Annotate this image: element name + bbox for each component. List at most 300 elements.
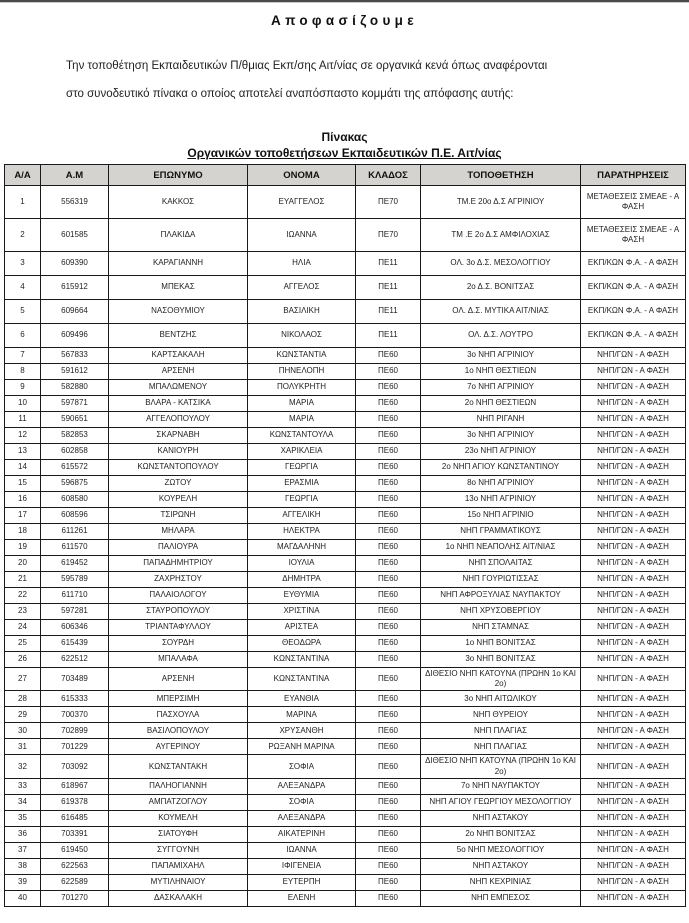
cell-aa: 4 xyxy=(5,276,41,300)
cell-placement: ΝΗΠ ΑΣΤΑΚΟΥ xyxy=(421,810,581,826)
cell-aa: 1 xyxy=(5,186,41,219)
cell-am: 618967 xyxy=(41,778,109,794)
cell-aa: 36 xyxy=(5,826,41,842)
cell-am: 615912 xyxy=(41,276,109,300)
cell-placement: 2ο Δ.Σ. ΒΟΝΙΤΣΑΣ xyxy=(421,276,581,300)
cell-placement: ΟΛ. Δ.Σ. ΜΥΤΙΚΑ ΑΙΤ/ΝΙΑΣ xyxy=(421,300,581,324)
cell-firstname: ΠΗΝΕΛΟΠΗ xyxy=(248,364,356,380)
cell-firstname: ΙΟΥΛΙΑ xyxy=(248,556,356,572)
table-row xyxy=(5,444,686,460)
cell-remarks: ΝΗΠ/ΓΩΝ - Α ΦΑΣΗ xyxy=(581,492,686,508)
cell-firstname: ΙΩΑΝΝΑ xyxy=(248,842,356,858)
cell-branch: ΠΕ60 xyxy=(356,668,421,691)
table-row xyxy=(5,300,686,324)
cell-placement: ΤΜ.Ε 20ο Δ.Σ ΑΓΡΙΝΙΟΥ xyxy=(421,186,581,219)
cell-branch: ΠΕ60 xyxy=(356,794,421,810)
cell-firstname: ΧΡΥΣΑΝΘΗ xyxy=(248,723,356,739)
cell-aa: 15 xyxy=(5,476,41,492)
cell-surname: ΚΑΝΙΟΥΡΗ xyxy=(109,444,248,460)
cell-am: 619452 xyxy=(41,556,109,572)
table-row xyxy=(5,739,686,755)
cell-firstname: ΑΓΓΕΛΙΚΗ xyxy=(248,508,356,524)
cell-aa: 31 xyxy=(5,739,41,755)
cell-remarks: ΝΗΠ/ΓΩΝ - Α ΦΑΣΗ xyxy=(581,428,686,444)
cell-branch: ΠΕ60 xyxy=(356,636,421,652)
cell-remarks: ΝΗΠ/ΓΩΝ - Α ΦΑΣΗ xyxy=(581,858,686,874)
cell-remarks: ΝΗΠ/ΓΩΝ - Α ΦΑΣΗ xyxy=(581,476,686,492)
cell-firstname: ΜΑΡΙΑ xyxy=(248,396,356,412)
cell-branch: ΠΕ60 xyxy=(356,348,421,364)
cell-aa: 33 xyxy=(5,778,41,794)
cell-am: 609496 xyxy=(41,324,109,348)
cell-placement: 3ο ΝΗΠ ΑΓΡΙΝΙΟΥ xyxy=(421,428,581,444)
cell-surname: ΑΓΓΕΛΟΠΟΥΛΟΥ xyxy=(109,412,248,428)
cell-placement: 1ο ΝΗΠ ΒΟΝΙΤΣΑΣ xyxy=(421,636,581,652)
cell-remarks: ΜΕΤΑΘΕΣΕΙΣ ΣΜΕΑΕ - Α ΦΑΣΗ xyxy=(581,186,686,219)
cell-branch: ΠΕ60 xyxy=(356,508,421,524)
cell-firstname: ΔΗΜΗΤΡΑ xyxy=(248,572,356,588)
cell-remarks: ΝΗΠ/ΓΩΝ - Α ΦΑΣΗ xyxy=(581,691,686,707)
cell-aa: 25 xyxy=(5,636,41,652)
cell-placement: ΝΗΠ ΡΙΓΑΝΗ xyxy=(421,412,581,428)
cell-firstname: ΓΕΩΡΓΙΑ xyxy=(248,492,356,508)
cell-aa: 30 xyxy=(5,723,41,739)
cell-aa: 32 xyxy=(5,755,41,778)
cell-remarks: ΕΚΠ/ΚΩΝ Φ.Α. - Α ΦΑΣΗ xyxy=(581,276,686,300)
table-row xyxy=(5,460,686,476)
cell-firstname: ΚΩΝΣΤΑΝΤΟΥΛΑ xyxy=(248,428,356,444)
cell-branch: ΠΕ60 xyxy=(356,723,421,739)
cell-placement: ΝΗΠ ΓΟΥΡΙΩΤΙΣΣΑΣ xyxy=(421,572,581,588)
cell-branch: ΠΕ60 xyxy=(356,396,421,412)
cell-branch: ΠΕ60 xyxy=(356,842,421,858)
placements-table-body xyxy=(5,186,686,907)
cell-remarks: ΝΗΠ/ΓΩΝ - Α ΦΑΣΗ xyxy=(581,874,686,890)
cell-am: 606346 xyxy=(41,620,109,636)
cell-am: 609664 xyxy=(41,300,109,324)
cell-remarks: ΝΗΠ/ΓΩΝ - Α ΦΑΣΗ xyxy=(581,668,686,691)
header-surname: ΕΠΩΝΥΜΟ xyxy=(109,165,248,186)
cell-aa: 20 xyxy=(5,556,41,572)
cell-remarks: ΝΗΠ/ΓΩΝ - Α ΦΑΣΗ xyxy=(581,778,686,794)
cell-firstname: ΣΟΦΙΑ xyxy=(248,755,356,778)
cell-surname: ΑΥΓΕΡΙΝΟΥ xyxy=(109,739,248,755)
table-row xyxy=(5,540,686,556)
cell-surname: ΑΜΠΑΤΖΟΓΛΟΥ xyxy=(109,794,248,810)
table-row xyxy=(5,842,686,858)
cell-am: 596875 xyxy=(41,476,109,492)
cell-placement: 7ο ΝΗΠ ΑΓΡΙΝΙΟΥ xyxy=(421,380,581,396)
cell-placement: 2ο ΝΗΠ ΘΕΣΤΙΕΩΝ xyxy=(421,396,581,412)
cell-aa: 26 xyxy=(5,652,41,668)
cell-branch: ΠΕ60 xyxy=(356,707,421,723)
cell-remarks: ΝΗΠ/ΓΩΝ - Α ΦΑΣΗ xyxy=(581,707,686,723)
cell-placement: 7ο ΝΗΠ ΝΑΥΠΑΚΤΟΥ xyxy=(421,778,581,794)
cell-placement: ΝΗΠ ΠΛΑΓΙΑΣ xyxy=(421,723,581,739)
cell-placement: ΤΜ .Ε 2ο Δ.Σ ΑΜΦΙΛΟΧΙΑΣ xyxy=(421,219,581,252)
cell-remarks: ΝΗΠ/ΓΩΝ - Α ΦΑΣΗ xyxy=(581,652,686,668)
cell-placement: ΝΗΠ ΧΡΥΣΟΒΕΡΓΙΟΥ xyxy=(421,604,581,620)
cell-aa: 13 xyxy=(5,444,41,460)
cell-surname: ΜΠΑΛΩΜΕΝΟΥ xyxy=(109,380,248,396)
cell-surname: ΠΑΠΑΔΗΜΗΤΡΙΟΥ xyxy=(109,556,248,572)
table-row xyxy=(5,364,686,380)
cell-am: 703092 xyxy=(41,755,109,778)
cell-aa: 18 xyxy=(5,524,41,540)
cell-aa: 24 xyxy=(5,620,41,636)
cell-remarks: ΝΗΠ/ΓΩΝ - Α ΦΑΣΗ xyxy=(581,842,686,858)
cell-placement: 23ο ΝΗΠ ΑΓΡΙΝΙΟΥ xyxy=(421,444,581,460)
cell-remarks: ΝΗΠ/ΓΩΝ - Α ΦΑΣΗ xyxy=(581,636,686,652)
cell-firstname: ΘΕΟΔΩΡΑ xyxy=(248,636,356,652)
decision-document xyxy=(0,3,689,907)
table-row xyxy=(5,707,686,723)
cell-firstname: ΕΥΤΕΡΠΗ xyxy=(248,874,356,890)
cell-am: 702899 xyxy=(41,723,109,739)
table-row xyxy=(5,219,686,252)
cell-firstname: ΕΡΑΣΜΙΑ xyxy=(248,476,356,492)
cell-aa: 34 xyxy=(5,794,41,810)
cell-branch: ΠΕ70 xyxy=(356,186,421,219)
cell-branch: ΠΕ11 xyxy=(356,300,421,324)
cell-placement: ΝΗΠ ΓΡΑΜΜΑΤΙΚΟΥΣ xyxy=(421,524,581,540)
cell-placement: ΝΗΠ ΣΠΟΛΑΙΤΑΣ xyxy=(421,556,581,572)
cell-am: 703391 xyxy=(41,826,109,842)
cell-placement: 3ο ΝΗΠ ΑΙΤΩΛΙΚΟΥ xyxy=(421,691,581,707)
table-row xyxy=(5,508,686,524)
cell-surname: ΜΠΕΚΑΣ xyxy=(109,276,248,300)
cell-surname: ΜΗΛΑΡΑ xyxy=(109,524,248,540)
cell-am: 608596 xyxy=(41,508,109,524)
cell-placement: 2ο ΝΗΠ ΑΓΙΟΥ ΚΩΝΣΤΑΝΤΙΝΟΥ xyxy=(421,460,581,476)
cell-surname: ΣΚΑΡΝΑΒΗ xyxy=(109,428,248,444)
cell-am: 601585 xyxy=(41,219,109,252)
cell-aa: 38 xyxy=(5,858,41,874)
cell-firstname: ΙΩΑΝΝΑ xyxy=(248,219,356,252)
cell-aa: 29 xyxy=(5,707,41,723)
cell-remarks: ΝΗΠ/ΓΩΝ - Α ΦΑΣΗ xyxy=(581,380,686,396)
placements-table-header xyxy=(5,165,686,186)
cell-am: 597871 xyxy=(41,396,109,412)
cell-remarks: ΝΗΠ/ΓΩΝ - Α ΦΑΣΗ xyxy=(581,620,686,636)
table-row xyxy=(5,778,686,794)
cell-surname: ΠΑΛΗΟΓΙΑΝΝΗ xyxy=(109,778,248,794)
decision-paragraph-line-2: στο συνοδευτικό πίνακα ο οποίος αποτελεί αναπόσπαστο κομμάτι της απόφασης αυτής: xyxy=(66,88,514,100)
cell-surname: ΑΡΣΕΝΗ xyxy=(109,668,248,691)
cell-remarks: ΝΗΠ/ΓΩΝ - Α ΦΑΣΗ xyxy=(581,826,686,842)
cell-surname: ΚΟΥΜΕΛΗ xyxy=(109,810,248,826)
cell-firstname: ΚΩΝΣΤΑΝΤΙΝΑ xyxy=(248,668,356,691)
table-row xyxy=(5,348,686,364)
header-remarks: ΠΑΡΑΤΗΡΗΣΕΙΣ xyxy=(581,165,686,186)
cell-surname: ΠΑΛΑΙΟΛΟΓΟΥ xyxy=(109,588,248,604)
cell-branch: ΠΕ60 xyxy=(356,556,421,572)
cell-firstname: ΑΓΓΕΛΟΣ xyxy=(248,276,356,300)
cell-branch: ΠΕ70 xyxy=(356,219,421,252)
cell-am: 615572 xyxy=(41,460,109,476)
cell-firstname: ΠΟΛΥΚΡΗΤΗ xyxy=(248,380,356,396)
cell-branch: ΠΕ60 xyxy=(356,412,421,428)
cell-remarks: ΝΗΠ/ΓΩΝ - Α ΦΑΣΗ xyxy=(581,348,686,364)
table-row xyxy=(5,890,686,906)
cell-aa: 17 xyxy=(5,508,41,524)
cell-placement: ΝΗΠ ΠΛΑΓΙΑΣ xyxy=(421,739,581,755)
cell-aa: 14 xyxy=(5,460,41,476)
cell-remarks: ΝΗΠ/ΓΩΝ - Α ΦΑΣΗ xyxy=(581,794,686,810)
table-row xyxy=(5,604,686,620)
cell-surname: ΚΩΝΣΤΑΝΤΟΠΟΥΛΟΥ xyxy=(109,460,248,476)
table-row xyxy=(5,636,686,652)
cell-firstname: ΜΑΓΔΑΛΗΝΗ xyxy=(248,540,356,556)
cell-aa: 27 xyxy=(5,668,41,691)
table-row xyxy=(5,652,686,668)
cell-firstname: ΑΛΕΞΑΝΔΡΑ xyxy=(248,810,356,826)
cell-am: 622563 xyxy=(41,858,109,874)
cell-am: 602858 xyxy=(41,444,109,460)
cell-surname: ΠΑΠΑΜΙΧΑΗΛ xyxy=(109,858,248,874)
cell-remarks: ΝΗΠ/ΓΩΝ - Α ΦΑΣΗ xyxy=(581,810,686,826)
cell-aa: 5 xyxy=(5,300,41,324)
cell-branch: ΠΕ60 xyxy=(356,604,421,620)
cell-branch: ΠΕ60 xyxy=(356,652,421,668)
decision-paragraph xyxy=(66,52,637,108)
cell-remarks: ΝΗΠ/ΓΩΝ - Α ΦΑΣΗ xyxy=(581,508,686,524)
table-row xyxy=(5,874,686,890)
cell-branch: ΠΕ60 xyxy=(356,826,421,842)
cell-placement: 3ο ΝΗΠ ΑΓΡΙΝΙΟΥ xyxy=(421,348,581,364)
cell-firstname: ΕΥΘΥΜΙΑ xyxy=(248,588,356,604)
header-placement: ΤΟΠΟΘΕΤΗΣΗ xyxy=(421,165,581,186)
cell-aa: 2 xyxy=(5,219,41,252)
cell-branch: ΠΕ60 xyxy=(356,380,421,396)
cell-branch: ΠΕ60 xyxy=(356,428,421,444)
cell-firstname: ΝΙΚΟΛΑΟΣ xyxy=(248,324,356,348)
cell-firstname: ΑΡΙΣΤΕΑ xyxy=(248,620,356,636)
table-row xyxy=(5,324,686,348)
cell-remarks: ΜΕΤΑΘΕΣΕΙΣ ΣΜΕΑΕ - Α ΦΑΣΗ xyxy=(581,219,686,252)
cell-placement: 1ο ΝΗΠ ΝΕΑΠΟΛΗΣ ΑΙΤ/ΝΙΑΣ xyxy=(421,540,581,556)
cell-aa: 16 xyxy=(5,492,41,508)
cell-aa: 6 xyxy=(5,324,41,348)
table-row xyxy=(5,428,686,444)
cell-firstname: ΗΛΕΚΤΡΑ xyxy=(248,524,356,540)
cell-aa: 40 xyxy=(5,890,41,906)
cell-branch: ΠΕ60 xyxy=(356,364,421,380)
header-firstname: ΟΝΟΜΑ xyxy=(248,165,356,186)
header-row xyxy=(5,165,686,186)
table-row xyxy=(5,252,686,276)
cell-branch: ΠΕ11 xyxy=(356,276,421,300)
cell-surname: ΠΑΛΙΟΥΡΑ xyxy=(109,540,248,556)
cell-remarks: ΝΗΠ/ΓΩΝ - Α ΦΑΣΗ xyxy=(581,604,686,620)
table-row xyxy=(5,412,686,428)
table-row xyxy=(5,794,686,810)
cell-placement: ΝΗΠ ΑΣΤΑΚΟΥ xyxy=(421,858,581,874)
cell-firstname: ΚΩΝΣΤΑΝΤΙΝΑ xyxy=(248,652,356,668)
cell-am: 597281 xyxy=(41,604,109,620)
cell-surname: ΔΑΣΚΑΛΑΚΗ xyxy=(109,890,248,906)
cell-am: 556319 xyxy=(41,186,109,219)
cell-placement: 8ο ΝΗΠ ΑΓΡΙΝΙΟΥ xyxy=(421,476,581,492)
cell-branch: ΠΕ60 xyxy=(356,739,421,755)
placements-table xyxy=(4,164,686,907)
table-row xyxy=(5,810,686,826)
cell-am: 590651 xyxy=(41,412,109,428)
table-row xyxy=(5,755,686,778)
cell-firstname: ΧΡΙΣΤΙΝΑ xyxy=(248,604,356,620)
cell-aa: 8 xyxy=(5,364,41,380)
cell-remarks: ΝΗΠ/ΓΩΝ - Α ΦΑΣΗ xyxy=(581,524,686,540)
decision-heading: Αποφασίζουμε xyxy=(271,13,418,28)
cell-firstname: ΑΛΕΞΑΝΔΡΑ xyxy=(248,778,356,794)
cell-branch: ΠΕ60 xyxy=(356,858,421,874)
cell-surname: ΒΑΣΙΛΟΠΟΥΛΟΥ xyxy=(109,723,248,739)
cell-firstname: ΑΙΚΑΤΕΡΙΝΗ xyxy=(248,826,356,842)
header-branch: ΚΛΑΔΟΣ xyxy=(356,165,421,186)
cell-am: 567833 xyxy=(41,348,109,364)
cell-surname: ΤΣΙΡΩΝΗ xyxy=(109,508,248,524)
cell-placement: 15ο ΝΗΠ ΑΓΡΙΝΙΟ xyxy=(421,508,581,524)
cell-am: 700370 xyxy=(41,707,109,723)
header-aa: Α/Α xyxy=(5,165,41,186)
cell-am: 611261 xyxy=(41,524,109,540)
cell-remarks: ΝΗΠ/ΓΩΝ - Α ΦΑΣΗ xyxy=(581,572,686,588)
cell-aa: 39 xyxy=(5,874,41,890)
cell-placement: ΝΗΠ ΘΥΡΕΙΟΥ xyxy=(421,707,581,723)
cell-am: 595789 xyxy=(41,572,109,588)
cell-am: 608580 xyxy=(41,492,109,508)
cell-surname: ΣΟΥΡΔΗ xyxy=(109,636,248,652)
table-row xyxy=(5,396,686,412)
cell-remarks: ΝΗΠ/ΓΩΝ - Α ΦΑΣΗ xyxy=(581,540,686,556)
cell-branch: ΠΕ60 xyxy=(356,620,421,636)
cell-surname: ΜΥΤΙΛΗΝΑΙΟΥ xyxy=(109,874,248,890)
cell-branch: ΠΕ60 xyxy=(356,890,421,906)
cell-remarks: ΝΗΠ/ΓΩΝ - Α ΦΑΣΗ xyxy=(581,890,686,906)
cell-am: 615333 xyxy=(41,691,109,707)
cell-aa: 19 xyxy=(5,540,41,556)
table-row xyxy=(5,858,686,874)
cell-firstname: ΕΛΕΝΗ xyxy=(248,890,356,906)
cell-branch: ΠΕ11 xyxy=(356,252,421,276)
cell-am: 591612 xyxy=(41,364,109,380)
table-subtitle: Οργανικών τοποθετήσεων Εκπαιδευτικών Π.Ε. Αιτ/νίας xyxy=(187,146,502,160)
cell-branch: ΠΕ11 xyxy=(356,324,421,348)
cell-am: 619378 xyxy=(41,794,109,810)
cell-aa: 11 xyxy=(5,412,41,428)
cell-am: 609390 xyxy=(41,252,109,276)
cell-surname: ΚΑΡΑΓΙΑΝΝΗ xyxy=(109,252,248,276)
cell-branch: ΠΕ60 xyxy=(356,492,421,508)
cell-surname: ΖΩΤΟΥ xyxy=(109,476,248,492)
cell-surname: ΤΡΙΑΝΤΑΦΥΛΛΟΥ xyxy=(109,620,248,636)
table-row xyxy=(5,556,686,572)
table-row xyxy=(5,524,686,540)
cell-firstname: ΧΑΡΙΚΛΕΙΑ xyxy=(248,444,356,460)
cell-placement: ΝΗΠ ΚΕΧΡΙΝΙΑΣ xyxy=(421,874,581,890)
cell-branch: ΠΕ60 xyxy=(356,524,421,540)
table-row xyxy=(5,668,686,691)
cell-placement: ΝΗΠ ΕΜΠΕΣΟΣ xyxy=(421,890,581,906)
cell-aa: 23 xyxy=(5,604,41,620)
cell-placement: ΟΛ. Δ.Σ. ΛΟΥΤΡΟ xyxy=(421,324,581,348)
cell-surname: ΝΑΣΟΘΥΜΙΟΥ xyxy=(109,300,248,324)
cell-placement: 3ο ΝΗΠ ΒΟΝΙΤΣΑΣ xyxy=(421,652,581,668)
cell-remarks: ΝΗΠ/ΓΩΝ - Α ΦΑΣΗ xyxy=(581,588,686,604)
cell-firstname: ΙΦΙΓΕΝΕΙΑ xyxy=(248,858,356,874)
cell-surname: ΚΩΝΣΤΑΝΤΑΚΗ xyxy=(109,755,248,778)
cell-firstname: ΜΑΡΙΑ xyxy=(248,412,356,428)
cell-placement: ΔΙΘΕΣΙΟ ΝΗΠ ΚΑΤΟΥΝΑ (ΠΡΩΗΝ 1ο ΚΑΙ 2ο) xyxy=(421,668,581,691)
cell-surname: ΜΠΕΡΣΙΜΗ xyxy=(109,691,248,707)
cell-remarks: ΝΗΠ/ΓΩΝ - Α ΦΑΣΗ xyxy=(581,412,686,428)
cell-aa: 37 xyxy=(5,842,41,858)
cell-am: 615439 xyxy=(41,636,109,652)
cell-aa: 21 xyxy=(5,572,41,588)
cell-firstname: ΓΕΩΡΓΙΑ xyxy=(248,460,356,476)
cell-remarks: ΝΗΠ/ΓΩΝ - Α ΦΑΣΗ xyxy=(581,364,686,380)
cell-branch: ΠΕ60 xyxy=(356,691,421,707)
decision-paragraph-line-1: Την τοποθέτηση Εκπαιδευτικών Π/θμιας Εκπ/σης Αιτ/νίας σε οργανικά κενά όπως αναφέρονται xyxy=(66,60,548,72)
cell-firstname: ΕΥΑΝΘΙΑ xyxy=(248,691,356,707)
header-am: Α.Μ xyxy=(41,165,109,186)
cell-remarks: ΝΗΠ/ΓΩΝ - Α ΦΑΣΗ xyxy=(581,723,686,739)
cell-placement: ΔΙΘΕΣΙΟ ΝΗΠ ΚΑΤΟΥΝΑ (ΠΡΩΗΝ 1ο ΚΑΙ 2ο) xyxy=(421,755,581,778)
table-row xyxy=(5,620,686,636)
cell-am: 616485 xyxy=(41,810,109,826)
cell-branch: ΠΕ60 xyxy=(356,778,421,794)
cell-am: 582853 xyxy=(41,428,109,444)
table-title: Πίνακας xyxy=(321,130,368,144)
cell-remarks: ΝΗΠ/ΓΩΝ - Α ΦΑΣΗ xyxy=(581,396,686,412)
cell-surname: ΑΡΣΕΝΗ xyxy=(109,364,248,380)
cell-am: 701229 xyxy=(41,739,109,755)
cell-surname: ΒΛΑΡΑ - ΚΑΤΣΙΚΑ xyxy=(109,396,248,412)
cell-placement: 2ο ΝΗΠ ΒΟΝΙΤΣΑΣ xyxy=(421,826,581,842)
cell-remarks: ΝΗΠ/ΓΩΝ - Α ΦΑΣΗ xyxy=(581,460,686,476)
table-row xyxy=(5,826,686,842)
cell-placement: ΝΗΠ ΑΦΡΟΞΥΛΙΑΣ ΝΑΥΠΑΚΤΟΥ xyxy=(421,588,581,604)
cell-firstname: ΗΛΙΑ xyxy=(248,252,356,276)
cell-am: 611710 xyxy=(41,588,109,604)
cell-aa: 22 xyxy=(5,588,41,604)
cell-placement: ΟΛ. 3ο Δ.Σ. ΜΕΣΟΛΟΓΓΙΟΥ xyxy=(421,252,581,276)
cell-firstname: ΡΩΞΑΝΗ ΜΑΡΙΝΑ xyxy=(248,739,356,755)
cell-branch: ΠΕ60 xyxy=(356,540,421,556)
table-row xyxy=(5,723,686,739)
cell-remarks: ΕΚΠ/ΚΩΝ Φ.Α. - Α ΦΑΣΗ xyxy=(581,252,686,276)
table-row xyxy=(5,588,686,604)
cell-surname: ΚΑΚΚΟΣ xyxy=(109,186,248,219)
cell-am: 622589 xyxy=(41,874,109,890)
table-row xyxy=(5,691,686,707)
cell-placement: 13ο ΝΗΠ ΑΓΡΙΝΙΟΥ xyxy=(421,492,581,508)
table-row xyxy=(5,572,686,588)
cell-placement: ΝΗΠ ΑΓΙΟΥ ΓΕΩΡΓΙΟΥ ΜΕΣΟΛΟΓΓΙΟΥ xyxy=(421,794,581,810)
cell-remarks: ΕΚΠ/ΚΩΝ Φ.Α. - Α ΦΑΣΗ xyxy=(581,324,686,348)
cell-branch: ΠΕ60 xyxy=(356,874,421,890)
cell-branch: ΠΕ60 xyxy=(356,476,421,492)
cell-branch: ΠΕ60 xyxy=(356,755,421,778)
table-row xyxy=(5,492,686,508)
cell-branch: ΠΕ60 xyxy=(356,810,421,826)
cell-aa: 10 xyxy=(5,396,41,412)
cell-am: 703489 xyxy=(41,668,109,691)
cell-firstname: ΕΥΑΓΓΕΛΟΣ xyxy=(248,186,356,219)
cell-aa: 12 xyxy=(5,428,41,444)
cell-placement: 1ο ΝΗΠ ΘΕΣΤΙΕΩΝ xyxy=(421,364,581,380)
cell-remarks: ΝΗΠ/ΓΩΝ - Α ΦΑΣΗ xyxy=(581,444,686,460)
